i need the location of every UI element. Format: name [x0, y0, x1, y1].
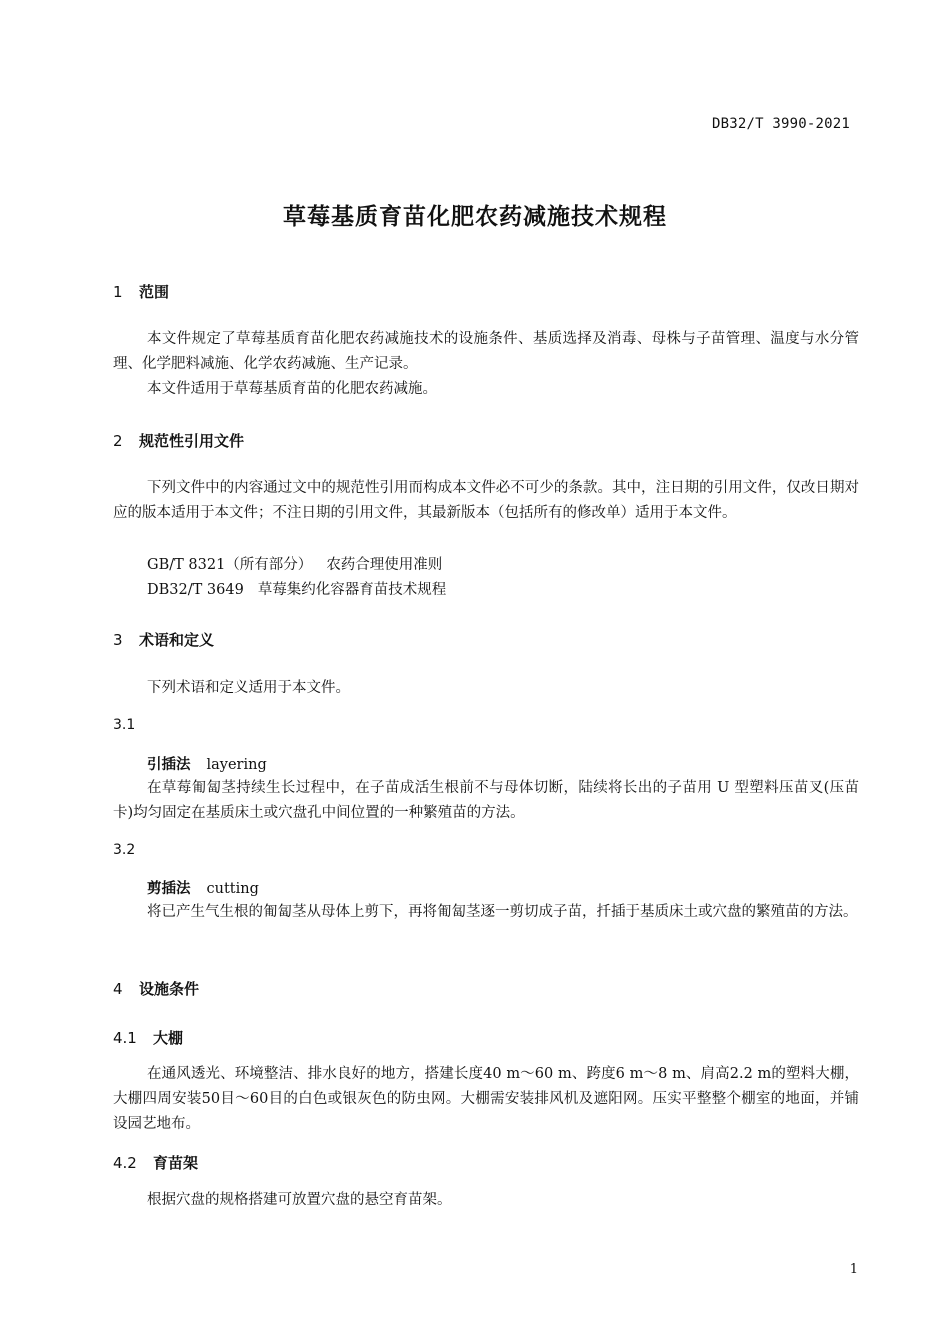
term-english: layering — [206, 757, 267, 773]
section-title: 规范性引用文件 — [139, 432, 245, 450]
term-number: 3.1 — [113, 717, 136, 733]
normative-refs-paragraph: 下列文件中的内容通过文中的规范性引用而构成本文件必不可少的条款。其中，注日期的引用文件，仅改日期对应的版本适用于本文件；不注日期的引用文件，其最新版本（包括所有的修改单）适用于本文件。 — [113, 480, 859, 521]
term-definition-cutting: 将已产生气生根的匍匐茎从母体上剪下，再将匍匐茎逐一剪切成子苗，扦插于基质床土或穴盘的繁殖苗的方法。 — [147, 904, 858, 920]
standard-code: DB32/T 3990-2021 — [711, 116, 850, 132]
term-english: cutting — [206, 881, 259, 897]
subsection-title: 大棚 — [153, 1029, 184, 1047]
section-title: 设施条件 — [139, 980, 200, 998]
reference-item — [147, 553, 442, 574]
term-chinese: 引插法 — [147, 757, 191, 773]
section-1-heading — [113, 281, 169, 302]
section-number: 2 — [113, 432, 123, 450]
section-title: 术语和定义 — [139, 631, 215, 649]
section-title: 范围 — [139, 283, 170, 301]
subsection-4-1-heading — [113, 1027, 183, 1048]
reference-name: 草莓集约化容器育苗技术规程 — [257, 582, 447, 598]
term-definition-layering: 在草莓匍匐茎持续生长过程中，在子苗成活生根前不与母体切断，陆续将长出的子苗用 U 型塑料压苗叉(压苗卡)均匀固定在基质床土或穴盘孔中间位置的一种繁殖苗的方法。 — [113, 780, 859, 821]
subsection-number: 4.2 — [113, 1154, 137, 1172]
term-entry-layering — [147, 753, 267, 774]
scope-paragraph-2: 本文件适用于草莓基质育苗的化肥农药减施。 — [147, 381, 437, 397]
term-entry-cutting — [147, 877, 259, 898]
seedling-rack-paragraph: 根据穴盘的规格搭建可放置穴盘的悬空育苗架。 — [147, 1192, 452, 1208]
reference-code: GB/T 8321（所有部分） — [147, 557, 313, 573]
greenhouse-paragraph: 在通风透光、环境整洁、排水良好的地方，搭建长度40 m～60 m、跨度6 m～8 m、肩高2.2 m的塑料大棚，大棚四周安装50目～60目的白色或银灰色的防虫网。大棚需安装排风机及遮阳网。压实平整整个棚室的地面，并铺设园艺地布。 — [113, 1066, 859, 1132]
document-title: 草莓基质育苗化肥农药减施技术规程 — [283, 204, 667, 230]
reference-code: DB32/T 3649 — [147, 582, 244, 598]
subsection-number: 4.1 — [113, 1029, 137, 1047]
section-number: 3 — [113, 631, 123, 649]
terms-intro-paragraph: 下列术语和定义适用于本文件。 — [147, 680, 350, 696]
scope-paragraph-1: 本文件规定了草莓基质育苗化肥农药减施技术的设施条件、基质选择及消毒、母株与子苗管理、温度与水分管理、化学肥料减施、化学农药减施、生产记录。 — [113, 331, 859, 372]
reference-item — [147, 578, 446, 599]
section-2-heading — [113, 430, 244, 451]
section-4-heading — [113, 978, 199, 999]
section-number: 4 — [113, 980, 123, 998]
reference-name: 农药合理使用准则 — [326, 557, 443, 573]
subsection-4-2-heading — [113, 1152, 198, 1173]
section-3-heading — [113, 629, 214, 650]
section-number: 1 — [113, 283, 123, 301]
subsection-title: 育苗架 — [153, 1154, 199, 1172]
term-number: 3.2 — [113, 842, 136, 858]
page-number: 1 — [849, 1262, 858, 1277]
term-chinese: 剪插法 — [147, 881, 191, 897]
